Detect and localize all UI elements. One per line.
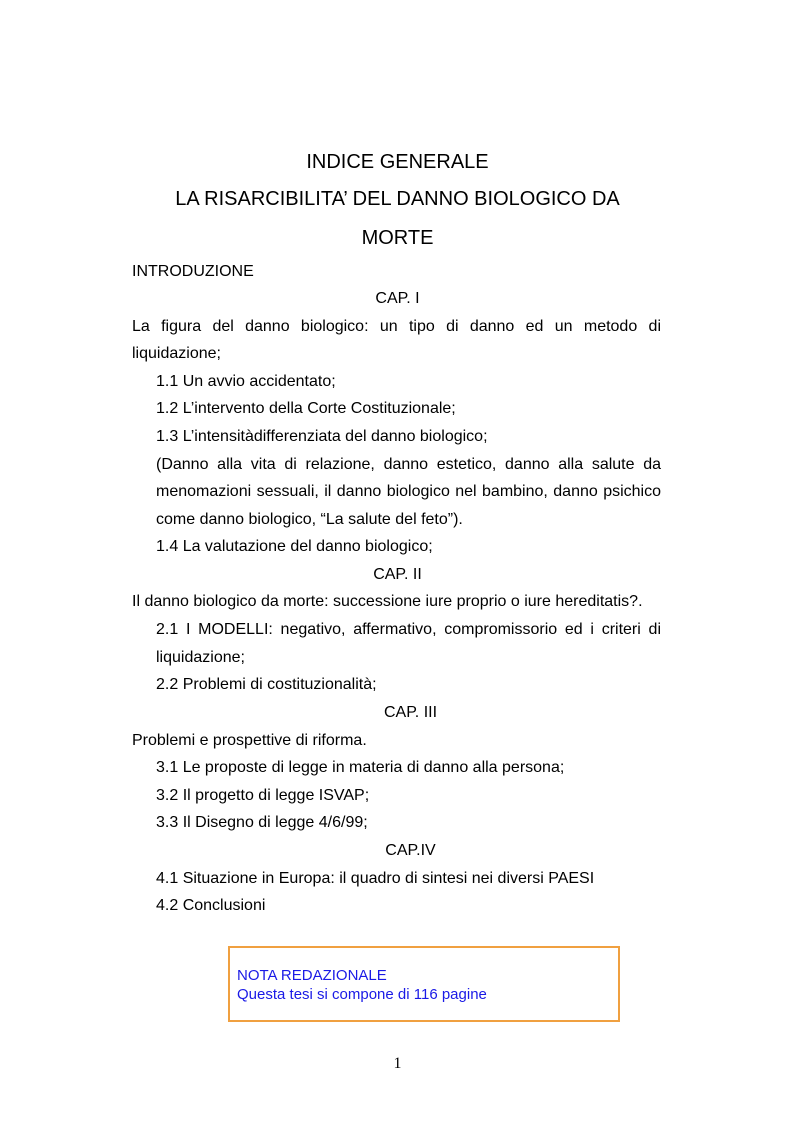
editorial-note-text: Questa tesi si compone di 116 pagine	[237, 986, 487, 1003]
toc-entry-1-4: 1.4 La valutazione del danno biologico;	[156, 538, 433, 555]
chapter-1-heading: CAP. I	[375, 290, 420, 307]
toc-entry-1-1: 1.1 Un avvio accidentato;	[156, 373, 336, 390]
chapter-2-heading: CAP. II	[373, 566, 422, 583]
toc-entry-2-1-line-2: liquidazione;	[156, 649, 245, 666]
toc-entry-3-1: 3.1 Le proposte di legge in materia di danno alla persona;	[156, 759, 565, 776]
chapter-3-heading: CAP. III	[383, 704, 438, 721]
toc-entry-1-3: 1.3 L’intensitàdifferenziata del danno biologico;	[156, 428, 488, 445]
index-title: INDICE GENERALE	[306, 151, 489, 173]
toc-entry-1-2: 1.2 L’intervento della Corte Costituzionale;	[156, 400, 456, 417]
chapter-3-title: Problemi e prospettive di riforma.	[132, 732, 367, 749]
toc-entry-1-3-note-line-1: (Danno alla vita di relazione, danno estetico, danno alla salute da	[156, 456, 661, 473]
toc-entry-4-2: 4.2 Conclusioni	[156, 897, 266, 914]
toc-entry-1-3-note-line-3: come danno biologico, “La salute del feto”).	[156, 511, 463, 528]
toc-entry-1-3-note-line-2: menomazioni sessuali, il danno biologico nel bambino, danno psichico	[156, 483, 661, 500]
toc-entry-2-2: 2.2 Problemi di costituzionalità;	[156, 676, 377, 693]
chapter-4-heading: CAP.IV	[385, 842, 436, 859]
editorial-note-title: NOTA REDAZIONALE	[237, 967, 387, 984]
chapter-1-title-line-1: La figura del danno biologico: un tipo di danno ed un metodo di	[132, 318, 661, 335]
toc-entry-3-3: 3.3 Il Disegno di legge 4/6/99;	[156, 814, 368, 831]
page-number: 1	[393, 1055, 402, 1072]
chapter-2-title: Il danno biologico da morte: successione iure proprio o iure hereditatis?.	[132, 593, 643, 610]
toc-entry-4-1: 4.1 Situazione in Europa: il quadro di sintesi nei diversi PAESI	[156, 870, 595, 887]
introduction-entry: INTRODUZIONE	[132, 263, 254, 280]
chapter-1-title-line-2: liquidazione;	[132, 345, 221, 362]
toc-entry-3-2: 3.2 Il progetto di legge ISVAP;	[156, 787, 370, 804]
editorial-note-box	[228, 946, 620, 1022]
thesis-title-line-2: MORTE	[361, 227, 434, 249]
toc-entry-2-1-line-1: 2.1 I MODELLI: negativo, affermativo, compromissorio ed i criteri di	[156, 621, 661, 638]
thesis-title-line-1: LA RISARCIBILITA’ DEL DANNO BIOLOGICO DA	[175, 188, 620, 210]
